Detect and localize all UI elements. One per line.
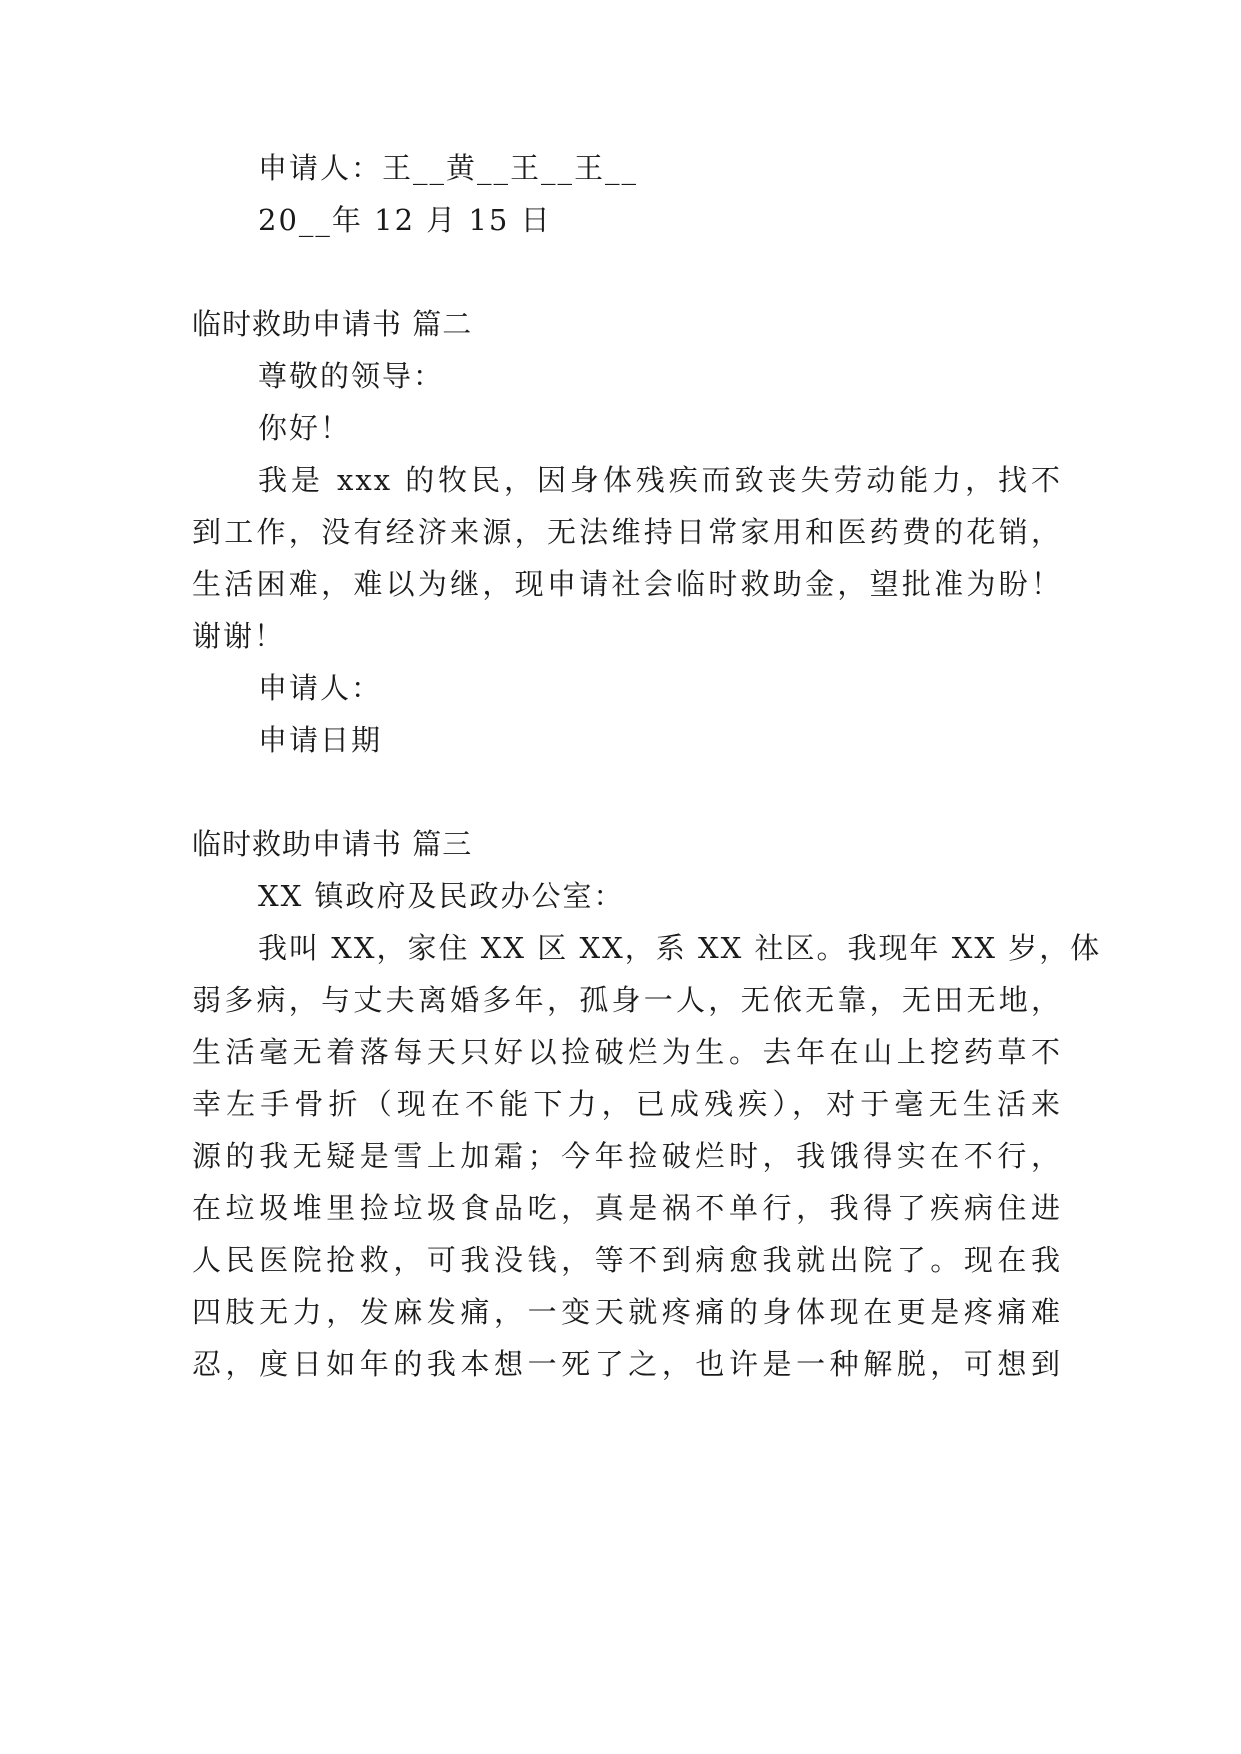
section3-body-line: 源的我无疑是雪上加霜；今年捡破烂时，我饿得实在不行， [192, 1139, 1062, 1173]
section2-body-line: 我是 xxx 的牧民，因身体残疾而致丧失劳动能力，找不 [258, 463, 1062, 497]
section3-body-line: 四肢无力，发麻发痛，一变天就疼痛的身体现在更是疼痛难 [192, 1295, 1062, 1329]
section2-body-line: 谢谢！ [192, 619, 286, 653]
section2-body-line: 生活困难，难以为继，现申请社会临时救助金，望批准为盼！ [192, 567, 1062, 601]
section3-body-line: 我叫 XX，家住 XX 区 XX，系 XX 社区。我现年 XX 岁，体 [258, 931, 1102, 965]
section3-body-line: 幸左手骨折（现在不能下力，已成残疾），对于毫无生活来 [192, 1087, 1062, 1121]
section2-salutation: 尊敬的领导： [258, 359, 445, 393]
application-date-line: 20__年 12 月 15 日 [258, 203, 552, 237]
section3-body-line: 忍，度日如年的我本想一死了之，也许是一种解脱，可想到 [192, 1347, 1062, 1381]
section3-body-line: 生活毫无着落每天只好以捡破烂为生。去年在山上挖药草不 [192, 1035, 1062, 1069]
section2-applicant: 申请人： [258, 671, 383, 705]
section3-body-line: 人民医院抢救，可我没钱，等不到病愈我就出院了。现在我 [192, 1243, 1062, 1277]
section3-body-line: 弱多病，与丈夫离婚多年，孤身一人，无依无靠，无田无地， [192, 983, 1062, 1017]
section2-title: 临时救助申请书 篇二 [192, 307, 473, 341]
section2-body-line: 到工作，没有经济来源，无法维持日常家用和医药费的花销， [192, 515, 1062, 549]
section3-salutation: XX 镇政府及民政办公室： [258, 879, 625, 913]
section3-title: 临时救助申请书 篇三 [192, 827, 473, 861]
applicant-signature-line: 申请人：王__黄__王__王__ [258, 151, 639, 185]
section2-greeting: 你好！ [258, 411, 352, 445]
section2-apply-date: 申请日期 [258, 723, 383, 757]
section3-body-line: 在垃圾堆里捡垃圾食品吃，真是祸不单行，我得了疾病住进 [192, 1191, 1062, 1225]
